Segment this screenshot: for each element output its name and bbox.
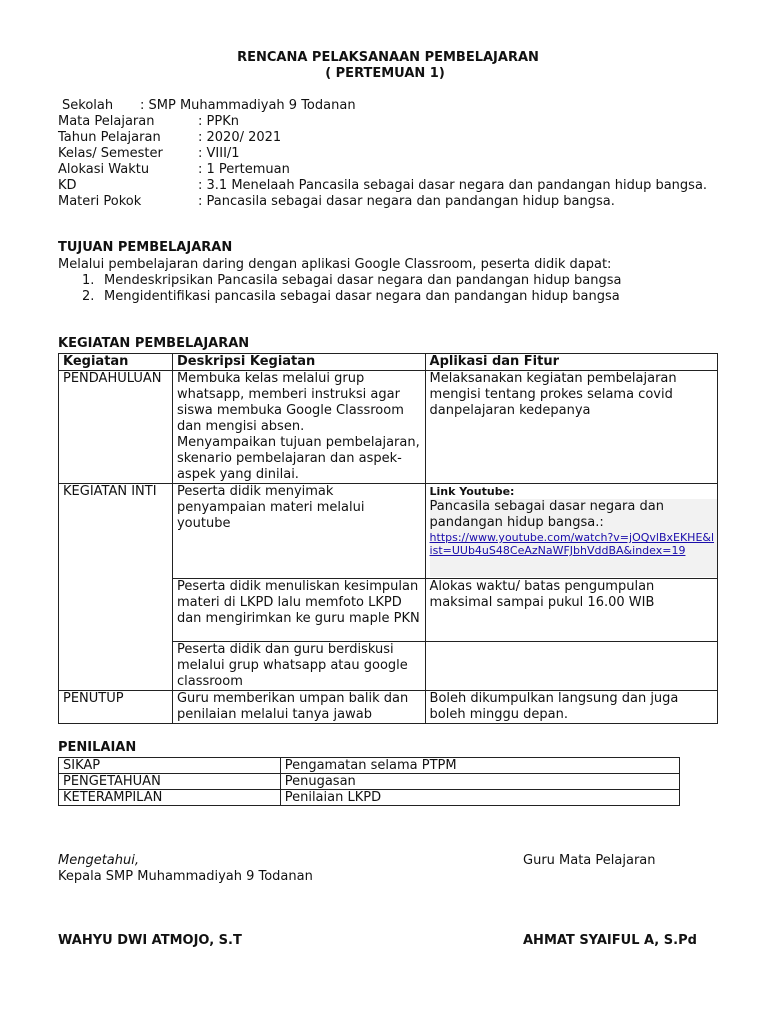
info-label: KD bbox=[58, 178, 77, 193]
table-row bbox=[59, 790, 680, 806]
mengetahui-text: Mengetahui, bbox=[58, 853, 139, 868]
guru-title: Guru Mata Pelajaran bbox=[523, 853, 656, 868]
table-row bbox=[59, 758, 680, 774]
info-value: : PPKn bbox=[198, 114, 239, 129]
cell-teknik: Penilaian LKPD bbox=[280, 790, 679, 806]
table-header-row bbox=[59, 354, 718, 371]
cell-deskripsi: Peserta didik menyimak penyampaian materi melalui youtube bbox=[172, 484, 425, 579]
cell-aspek: SIKAP bbox=[59, 758, 281, 774]
cell-aplikasi bbox=[425, 484, 717, 579]
kepala-name: WAHYU DWI ATMOJO, S.T bbox=[58, 933, 242, 948]
info-label: Tahun Pelajaran bbox=[58, 130, 161, 145]
kepala-title: Kepala SMP Muhammadiyah 9 Todanan bbox=[58, 869, 313, 884]
penilaian-heading: PENILAIAN bbox=[58, 740, 137, 755]
info-value: : VIII/1 bbox=[198, 146, 240, 161]
kegiatan-table bbox=[58, 353, 718, 724]
cell-teknik: Penugasan bbox=[280, 774, 679, 790]
table-row bbox=[59, 691, 718, 724]
cell-aspek: KETERAMPILAN bbox=[59, 790, 281, 806]
cell-deskripsi: Guru memberikan umpan balik dan penilaian melalui tanya jawab bbox=[172, 691, 425, 724]
cell-kegiatan: KEGIATAN INTI bbox=[59, 484, 173, 691]
list-item: 1. Mendeskripsikan Pancasila sebagai dasar negara dan pandangan hidup bangsa bbox=[82, 273, 622, 288]
tujuan-intro: Melalui pembelajaran daring dengan aplikasi Google Classroom, peserta didik dapat: bbox=[58, 257, 612, 272]
link-title: Pancasila sebagai dasar negara dan pandangan hidup bangsa.: bbox=[429, 499, 664, 530]
table-row bbox=[59, 371, 718, 484]
cell-aspek: PENGETAHUAN bbox=[59, 774, 281, 790]
info-value: : 3.1 Menelaah Pancasila sebagai dasar negara dan pandangan hidup bangsa. bbox=[198, 178, 708, 193]
tujuan-list bbox=[58, 273, 621, 305]
col-header-deskripsi: Deskripsi Kegiatan bbox=[172, 354, 425, 371]
tujuan-heading: TUJUAN PEMBELAJARAN bbox=[58, 240, 233, 255]
cell-deskripsi bbox=[172, 371, 425, 484]
penilaian-table bbox=[58, 757, 680, 806]
cell-deskripsi: Peserta didik menuliskan kesimpulan materi di LKPD lalu memfoto LKPD dan mengirimkan ke guru maple PKN bbox=[172, 579, 425, 642]
cell-teknik: Pengamatan selama PTPM bbox=[280, 758, 679, 774]
link-box bbox=[430, 499, 717, 577]
info-value: : 2020/ 2021 bbox=[198, 130, 282, 145]
desc-text: Membuka kelas melalui grup whatsapp, memberi instruksi agar siswa membuka Google Classroom dan mengisi absen. bbox=[176, 371, 404, 434]
cell-aplikasi: Melaksanakan kegiatan pembelajaran mengisi tentang prokes selama covid danpelajaran kedepanya bbox=[425, 371, 717, 484]
table-row bbox=[59, 774, 680, 790]
info-value: : 1 Pertemuan bbox=[198, 162, 290, 177]
kegiatan-heading: KEGIATAN PEMBELAJARAN bbox=[58, 336, 250, 351]
info-label: Sekolah bbox=[62, 98, 114, 113]
table-row bbox=[59, 484, 718, 579]
guru-name: AHMAT SYAIFUL A, S.Pd bbox=[523, 933, 697, 948]
cell-aplikasi: Boleh dikumpulkan langsung dan juga boleh minggu depan. bbox=[425, 691, 717, 724]
info-label: Mata Pelajaran bbox=[58, 114, 155, 129]
cell-kegiatan: PENDAHULUAN bbox=[59, 371, 173, 484]
col-header-kegiatan: Kegiatan bbox=[59, 354, 173, 371]
cell-deskripsi: Peserta didik dan guru berdiskusi melalui grup whatsapp atau google classroom bbox=[172, 642, 425, 691]
cell-kegiatan: PENUTUP bbox=[59, 691, 173, 724]
cell-aplikasi: Alokas waktu/ batas pengumpulan maksimal sampai pukul 16.00 WIB bbox=[425, 579, 717, 642]
document-subtitle: ( PERTEMUAN 1) bbox=[325, 66, 445, 81]
info-label: Kelas/ Semester bbox=[58, 146, 163, 161]
info-label: Alokasi Waktu bbox=[58, 162, 150, 177]
info-label: Materi Pokok bbox=[58, 194, 142, 209]
col-header-aplikasi: Aplikasi dan Fitur bbox=[425, 354, 717, 371]
list-item: 2. Mengidentifikasi pancasila sebagai dasar negara dan pandangan hidup bangsa bbox=[82, 289, 620, 304]
info-value: : Pancasila sebagai dasar negara dan pandangan hidup bangsa. bbox=[198, 194, 615, 209]
cell-aplikasi bbox=[425, 642, 717, 691]
info-value: : SMP Muhammadiyah 9 Todanan bbox=[140, 98, 356, 113]
desc-text: Menyampaikan tujuan pembelajaran, skenario pembelajaran dan aspek-aspek yang dinilai. bbox=[176, 435, 420, 482]
document-title: RENCANA PELAKSANAAN PEMBELAJARAN bbox=[237, 50, 539, 65]
link-label: Link Youtube: bbox=[429, 485, 515, 498]
youtube-link[interactable]: https://www.youtube.com/watch?v=jOQvlBxEKHE&list=UUb4uS48CeAzNaWFJbhVddBA&index=19 bbox=[429, 531, 715, 557]
